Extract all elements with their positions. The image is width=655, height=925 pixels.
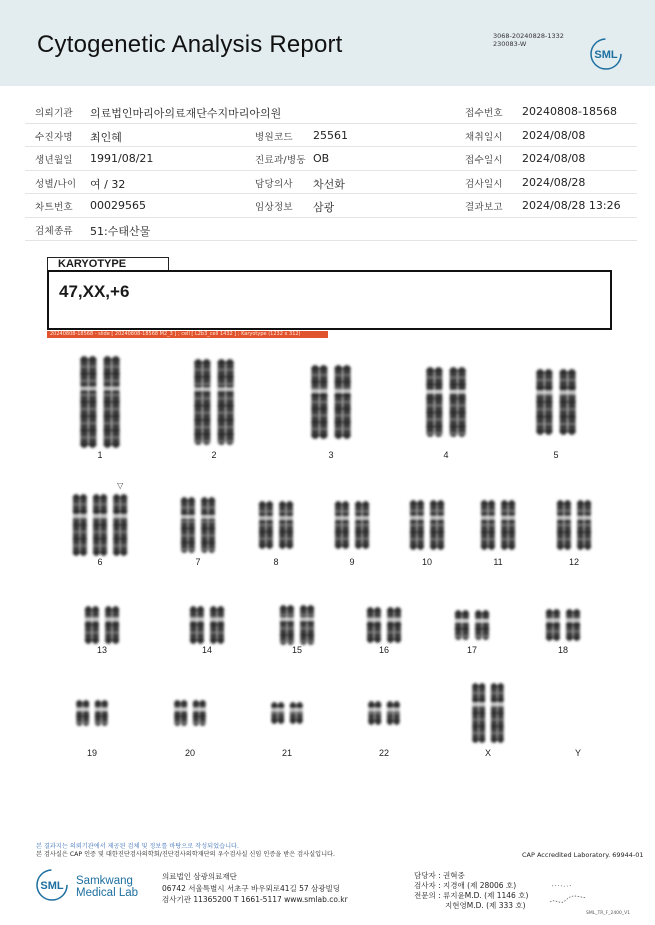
chromosome [386,701,400,725]
report-code-1: 3068-20240828-1332 [493,32,564,40]
chromosome-label: 3 [328,450,334,460]
chromosome [535,369,553,435]
info-row [25,171,637,195]
address-line: 06742 서울특별시 서초구 바우뫼로41길 57 삼광빌딩 [162,883,341,893]
info-label: 수진자명 [35,131,73,143]
chromosome [454,610,470,640]
chromosome [278,501,294,549]
info-value: 여 / 32 [90,177,126,191]
chromosome-label: 16 [378,645,390,655]
chromosome [334,501,350,549]
chromosome [112,494,128,556]
chromosome-pair-16 [366,607,402,655]
chromosome-pair-4 [425,367,466,460]
chromosome-label: 4 [443,450,449,460]
info-value: 2024/08/08 [522,128,586,142]
chromosome [192,700,206,726]
chromosome [200,497,216,553]
staff-value: 지현영M.D. (제 333 호) [445,901,526,910]
staff-row [414,901,528,911]
chromosome-pair-10 [409,500,445,567]
chromosome [72,494,88,556]
chromosome-pair-15 [279,605,315,655]
chromosome-pair-13 [84,606,120,655]
info-label: 차트번호 [35,202,73,213]
info-label: 접수일시 [465,155,503,166]
info-label: 생년월일 [35,155,73,166]
info-label: 접수번호 [465,108,503,119]
chromosome [103,356,121,448]
chromosome-pair-X [472,683,505,758]
chromosome-pair-11 [480,500,516,567]
chromosome-pair-12 [556,500,592,567]
sml-footer-logo [35,868,69,902]
info-value: 51:수태산물 [90,224,151,238]
info-label: 채취일시 [465,131,503,143]
chromosome [217,359,235,445]
chromosome [425,367,443,437]
chromosome [334,365,352,439]
chromosome [94,700,108,726]
chromosome-pair-2 [193,359,234,460]
report-title: Cytogenetic Analysis Report [37,31,343,58]
chromosome-label: 19 [86,748,98,758]
chromosome [258,501,274,549]
info-row [25,194,637,218]
sml-logo-text: SML [594,49,618,61]
address-line: 검사기관 11365200 T 1661-5117 www.smlab.co.kr [162,895,348,904]
chromosome-pair-8 [258,501,294,567]
slide-info-bar: 20240808-18568 - slide [ 20240808-18568 M2_3 ] ; cell [ L2b3_cell 1432 ] ; Karyotype (1232 x 312) [47,331,328,338]
staff-row [414,881,528,891]
chromosome [545,609,561,641]
chromosome-pair-7 [180,497,216,567]
footer-note-1: 본 결과지는 의뢰기관에서 제공된 검체 및 정보를 바탕으로 작성되었습니다. [36,843,239,850]
chromosome-pair-18 [545,609,581,655]
brand-line-2: Medical Lab [76,887,139,899]
chromosome-label: 11 [493,557,503,567]
chromosome [366,607,382,643]
chromosome-label: 2 [211,450,217,460]
info-row [25,147,637,171]
footer-note-2: 본 검사실은 CAP 인증 및 대한진단검사의학회/진단검사의학재단의 우수검사실 신임 인증을 받은 검사실입니다. [36,851,335,858]
chromosome [449,367,467,437]
karyotype-result-box [47,270,612,330]
staff-label: 전문의 : [414,891,441,900]
chromosome [299,605,315,645]
chromosome [565,609,581,641]
chromosome-label: 8 [273,557,279,567]
chromosome [189,606,205,644]
chromosome [472,683,486,743]
signature-scribble [548,880,588,910]
staff-value: 권혁중 [443,871,465,880]
chromosome [409,500,425,550]
staff-row [414,891,528,901]
chromosome [354,501,370,549]
staff-value: 지경애 (제 28006 호) [443,881,517,890]
chromosome [576,500,592,550]
chromosome [386,607,402,643]
chromosome-pair-3 [310,365,351,460]
chromosome [279,605,295,645]
info-value: 1991/08/21 [90,152,154,165]
info-value: 차선화 [313,177,345,191]
info-value: 최인혜 [90,130,122,144]
chromosome-label: 10 [421,557,433,567]
staff-label: 검사자 : [414,881,441,890]
chromosome-pair-17 [454,610,490,655]
trisomy-marker-icon: ▽ [117,481,124,490]
staff-row [414,871,528,881]
info-label: 병원코드 [255,131,293,143]
chromosome [180,497,196,553]
chromosome [559,369,577,435]
info-label: 임상정보 [255,202,293,213]
chromosome-label: 7 [195,557,201,567]
chromosome [271,702,285,724]
chromosome-pair-21 [271,702,304,758]
cap-accreditation: CAP Accredited Laboratory. 69944-01 [522,851,644,859]
info-label: 검체종류 [35,225,73,237]
chromosome-pair-1 [79,356,120,460]
chromosome-label: 17 [466,645,478,655]
chromosome [474,610,490,640]
chromosome [79,356,97,448]
chromosome-label: 13 [96,645,108,655]
info-label: 검사일시 [465,178,503,190]
chromosome [490,683,504,743]
chromosome-label: 12 [568,557,580,567]
info-value: 00029565 [90,199,146,212]
info-value: 25561 [313,128,348,142]
form-code: SML_TR_F_2400_V1 [586,911,631,916]
info-value: 20240808-18568 [522,105,617,118]
staff-label: 담당자 : [414,871,441,880]
chromosome [310,365,328,439]
chromosome [92,494,108,556]
report-code-2: 230083-W [493,40,527,48]
info-value: 삼광 [313,201,335,214]
chromosome [174,700,188,726]
chromosome [480,500,496,550]
patient-info-table [25,100,637,241]
sml-logo [589,37,623,71]
chromosome-label: 9 [349,557,355,567]
chromosome [289,702,303,724]
info-row [25,100,637,124]
info-label: 의뢰기관 [35,108,73,119]
chromosome-pair-6 [72,481,128,567]
brand-line-1: Samkwang [76,875,133,887]
footer-notes [36,843,335,859]
staff-value: 류지윤M.D. (제 1146 호) [443,891,529,900]
chromosome [84,606,100,644]
chromosome-label: 18 [557,645,569,655]
chromosome-label: 6 [97,557,103,567]
brand-name [76,875,138,899]
staff-list [414,871,528,911]
address-line: 의료법인 삼광의료재단 [162,872,237,881]
chromosome-label: 20 [184,748,196,758]
chromosome [104,606,120,644]
info-label: 진료과/병동 [255,155,306,166]
info-value: 2024/08/28 [522,175,586,189]
chromosome-label: 15 [291,645,303,655]
chromosome [193,359,211,445]
info-value: 2024/08/08 [522,152,586,165]
chromosome-label: 1 [97,450,103,460]
chromosome [368,701,382,725]
chromosome-label: X [484,748,492,758]
chromosome [500,500,516,550]
lab-address [162,871,348,906]
chromosome-pair-20 [174,700,207,758]
info-label: 성별/나이 [35,178,77,190]
chromosome-label: 5 [553,450,559,460]
chromosome-pair-Y [575,748,581,758]
karyotype-result: 47,XX,+6 [59,282,130,301]
chromosome-pair-9 [334,501,370,567]
chromosome-label: 14 [201,645,213,655]
chromosome [556,500,572,550]
chromosome-label: 21 [281,748,293,758]
chromosome [76,700,90,726]
karyotype-tab: KARYOTYPE [47,257,169,271]
info-row [25,218,637,242]
chromosome-pair-5 [535,369,576,460]
info-value: 2024/08/28 13:26 [522,199,621,212]
report-codes [493,32,564,48]
chromosome-pair-14 [189,606,225,655]
chromosome [429,500,445,550]
karyogram-image [0,340,655,770]
chromosome [209,606,225,644]
chromosome-pair-19 [76,700,109,758]
info-label: 담당의사 [255,178,293,190]
info-row [25,124,637,148]
chromosome-label: Y [574,748,582,758]
info-value: OB [313,152,330,165]
sml-footer-logo-text: SML [40,880,64,892]
info-label: 결과보고 [465,202,503,213]
chromosome-label: 22 [378,748,390,758]
info-value: 의료법인마리아의료재단수지마리아의원 [90,107,282,120]
chromosome-pair-22 [368,701,401,758]
